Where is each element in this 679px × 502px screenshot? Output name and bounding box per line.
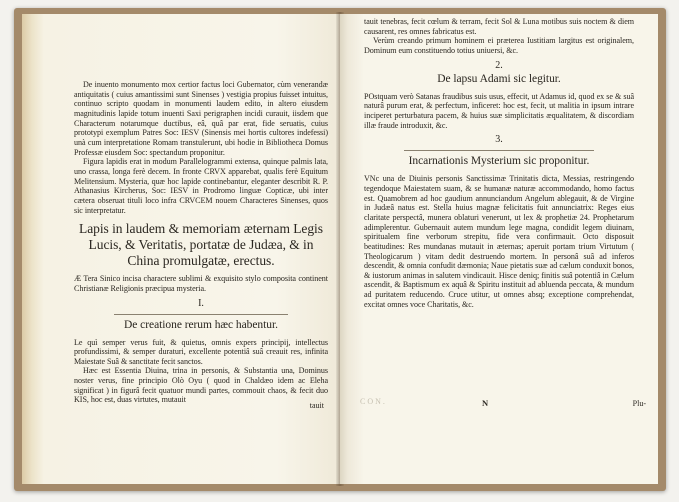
signature-mark: N — [482, 398, 489, 408]
catchword: tauit — [309, 401, 324, 410]
section-number: 3. — [495, 134, 503, 146]
left-page — [22, 14, 340, 484]
paragraph: De inuento monumento mox certior factus loci Gubernator, cùm venerandæ antiquitatis ( cuius amantissimi sunt Sinenses ) vestigia propius fuisset intuitus, continuo scripto quodam in monumenti laudem edito, in altero eiusdem magnitudinis lapide totum inuenti Saxi perigraphen incidi curauit, iisdem que Characterum notarumque ductibus, eâ, quâ par erat, fide seruatis, cuius prototypi exemplum Patres Soc: IESV (Sinensis mei hortis cultores indefessi) unà cum interpretatione Romam transtulerunt, ubi hodie in Bibliotheca Domus Professæ eiusdem Soc: spectandum proponitur. — [74, 80, 328, 157]
paragraph: Le quì semper verus fuit, & quietus, omnis expers principij, intellectus profundissimi, & semper duraturi, excellente potentiâ suâ creauit res, infinita Maiestate Suâ & sanctitate fecit sanctos. — [74, 337, 328, 366]
offset-mark: CON. — [360, 397, 387, 406]
right-page-text — [364, 17, 634, 309]
inscription-title: Lapis in laudem & memoriam æternam Legis Lucis, & Veritatis, portatæ de Judæa, & in China promulgatæ, erectus. — [79, 221, 323, 269]
paragraph: tauit tenebras, fecit cœlum & terram, fecit Sol & Luna motibus suis noctem & diem causarent, res omnes fabricatus est. — [364, 17, 634, 36]
paragraph: Hæc est Essentia Diuina, trina in personis, & Substantia una, Dominus noster verus, fine principio Olò Oyu ( quod in Chaldæo idem ac Eleha significat ) in figurâ fecit quatuor mundi partes, commouit chaos, & fecit duo KIS, hoc est, duas virtutes, mutauit — [74, 366, 328, 405]
right-page — [340, 14, 658, 484]
section-heading: De creatione rerum hæc habentur. — [124, 318, 278, 331]
section-number: I. — [198, 297, 204, 309]
paragraph: POstquam verò Satanas fraudibus suis usus, effecit, ut Adamus id, quod ex se & suâ naturâ purum erat, & perfectum, inficeret: hoc est, fecit, ut malitia in ipsum intrare inciperet perturbatura pacem, & huius suæ simplicitatis æqualitatem, & discordiam illæ fraude introduxit, &c. — [364, 91, 634, 130]
divider — [114, 314, 288, 315]
paragraph: Verùm creando primum hominem ei præterea Iustitiam largitus est originalem, Dominum eum constituendo totius uniuersi, &c. — [364, 36, 634, 55]
catchword: Plu- — [632, 399, 646, 408]
divider — [404, 150, 594, 151]
paragraph: Æ Tera Sinico incisa charactere sublimi & exquisito stylo composita continent Christianæ Religionis præcipua mysteria. — [74, 274, 328, 293]
section-number: 2. — [495, 59, 503, 71]
section-heading: De lapsu Adami sic legitur. — [437, 72, 561, 85]
section-heading: Incarnationis Mysterium sic proponitur. — [408, 155, 590, 168]
paragraph: VNc una de Diuinis personis Sanctissimæ Trinitatis dicta, Messias, restringendo tegendoque Maiestatem suam, & se humanæ naturæ accommodando, homo factus est. Quamobrem ad hoc gaudium annunciandum Angelum ablegauit, & de Virgine in Judæâ natus est. Stella huius magnæ felicitatis fuit annunciatrix: Reges eius claritate perspectâ, munera oblaturi venerunt, ut lex & prophetiæ 24. Prophetarum adimplerentur. Gubernauit autem mundum lege magna, condidit legem diuinam, spiritualem fine verborum strepitu, fide vera confirmauit. Octo disposuit beatitudines: Res mundanas mutauit in æternas; aperuit portam trium Virtutum ( Theologicarum ) vitam dedit destruendo mortem. In personâ suâ ad inferos descendit, & omnia confudit dæmonia; Naue pietatis suæ ad cælum conduxit bonos, & iustorum animas in salutem vindicauit. Hisce deniq; finitis suâ potentiâ in Cælum ascendit, & Baptismum ex aquâ & Spiritu instituit ad abluenda peccata, & mundum ad puritatem reducendo. Cruce utitur, ut omnes absq; exceptione comprehendat, excitat omnes voce Charitatis, &c. — [364, 174, 634, 309]
left-page-text — [74, 80, 328, 405]
paragraph: Figura lapidis erat in modum Parallelogrammi extensa, quinque palmis lata, uno crassa, longa ferè decem. In fronte CRVX apparebat, qualis ferè Equitum Melitensium. Mysteria, quæ hoc lapide continebantur, eleganter describit R. P. Athanasius Kircherus, Soc: IESV in Prodromo linguæ Copticæ, ubi inter cætera obseruat tituli loco infra CRVCEM nouem Characteres Sinenses, quos sic interpretatur. — [74, 157, 328, 215]
